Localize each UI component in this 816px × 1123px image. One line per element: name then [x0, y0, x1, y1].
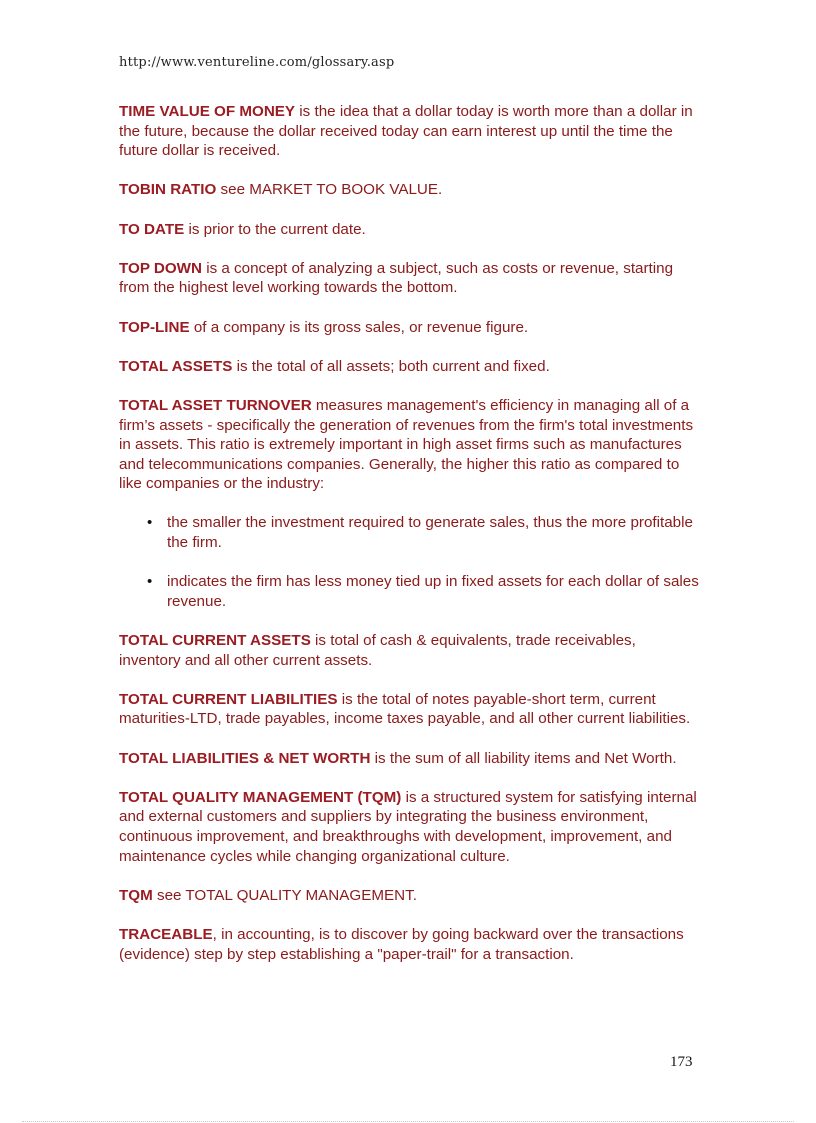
glossary-entry [119, 259, 699, 298]
list-item [147, 572, 699, 611]
glossary-entry [119, 220, 699, 240]
glossary-definition: see MARKET TO BOOK VALUE. [216, 181, 443, 199]
glossary-definition: is total of cash & equivalents, trade receivables, inventory and all other current assets. [119, 632, 636, 669]
list-item-text: indicates the firm has less money tied up in fixed assets for each dollar of sales revenue. [167, 573, 699, 610]
glossary-term: TOP-LINE [119, 318, 190, 336]
glossary-term: TOTAL ASSETS [119, 357, 233, 375]
bullet-icon: • [147, 514, 153, 532]
bullet-icon: • [147, 573, 153, 591]
glossary-definition: is the total of all assets; both current and fixed. [232, 357, 550, 375]
glossary-definition: is the idea that a dollar today is worth more than a dollar in the future, because the dollar received today can earn interest up until the time the future dollar is received. [119, 103, 693, 160]
list-item-text: the smaller the investment required to generate sales, thus the more profitable the firm. [167, 514, 693, 552]
bullet-list [119, 513, 699, 611]
glossary-entry [119, 180, 699, 200]
glossary-entry [119, 357, 699, 377]
glossary-definition: measures management's efficiency in managing all of a firm’s assets - specifically the generation of revenues from the firm's total investments in assets. This ratio is extremely important in high asset firms such as manufactures and telecommunications companies. Generally, the higher this ratio as compared to like companies or the industry: [119, 396, 694, 493]
glossary-definition: is the total of notes payable-short term, current maturities-LTD, trade payables, income taxes payable, and all other current liabilities. [119, 690, 691, 728]
glossary-entry [119, 396, 699, 494]
glossary-term: TIME VALUE OF MONEY [119, 103, 296, 120]
glossary-entry [119, 631, 699, 670]
glossary-term: TOTAL LIABILITIES & NET WORTH [119, 749, 371, 767]
glossary-definition: of a company is its gross sales, or revenue figure. [189, 318, 529, 336]
list-item [147, 513, 699, 552]
glossary-entry [119, 690, 699, 729]
glossary-term: TOP DOWN [119, 259, 202, 277]
page-number: 173 [670, 1054, 693, 1070]
glossary-definition: is a concept of analyzing a subject, such as costs or revenue, starting from the highest level working towards the bottom. [119, 259, 674, 297]
glossary-term: TOTAL ASSET TURNOVER [119, 396, 312, 414]
glossary-entry [119, 102, 699, 161]
glossary-entry [119, 886, 699, 906]
glossary-term: TOTAL CURRENT ASSETS [119, 632, 311, 650]
glossary-entry [119, 788, 699, 866]
glossary-entry [119, 925, 699, 964]
glossary-definition: is the sum of all liability items and Net Worth. [370, 749, 677, 767]
glossary-term: TOTAL QUALITY MANAGEMENT (TQM) [119, 788, 402, 806]
glossary-definition: see TOTAL QUALITY MANAGEMENT. [152, 886, 417, 904]
glossary-content [119, 102, 699, 984]
glossary-entry [119, 749, 699, 769]
glossary-entry [119, 318, 699, 338]
glossary-definition: is prior to the current date. [184, 220, 366, 238]
glossary-term: TOTAL CURRENT LIABILITIES [119, 690, 338, 708]
page-bottom-divider [22, 1121, 794, 1122]
glossary-term: TOBIN RATIO [119, 181, 217, 199]
glossary-term: TQM [119, 886, 153, 904]
glossary-definition: , in accounting, is to discover by going backward over the transactions (evidence) step by step establishing a "paper-trail" for a transaction. [119, 925, 684, 963]
glossary-definition: is a structured system for satisfying internal and external customers and suppliers by integrating the business environment, continuous improvement, and breakthroughs with development, improvement, and maintenance cycles while changing organizational culture. [119, 788, 697, 865]
glossary-term: TRACEABLE [119, 925, 213, 943]
glossary-term: TO DATE [119, 220, 185, 238]
source-url: http://www.ventureline.com/glossary.asp [119, 55, 395, 70]
